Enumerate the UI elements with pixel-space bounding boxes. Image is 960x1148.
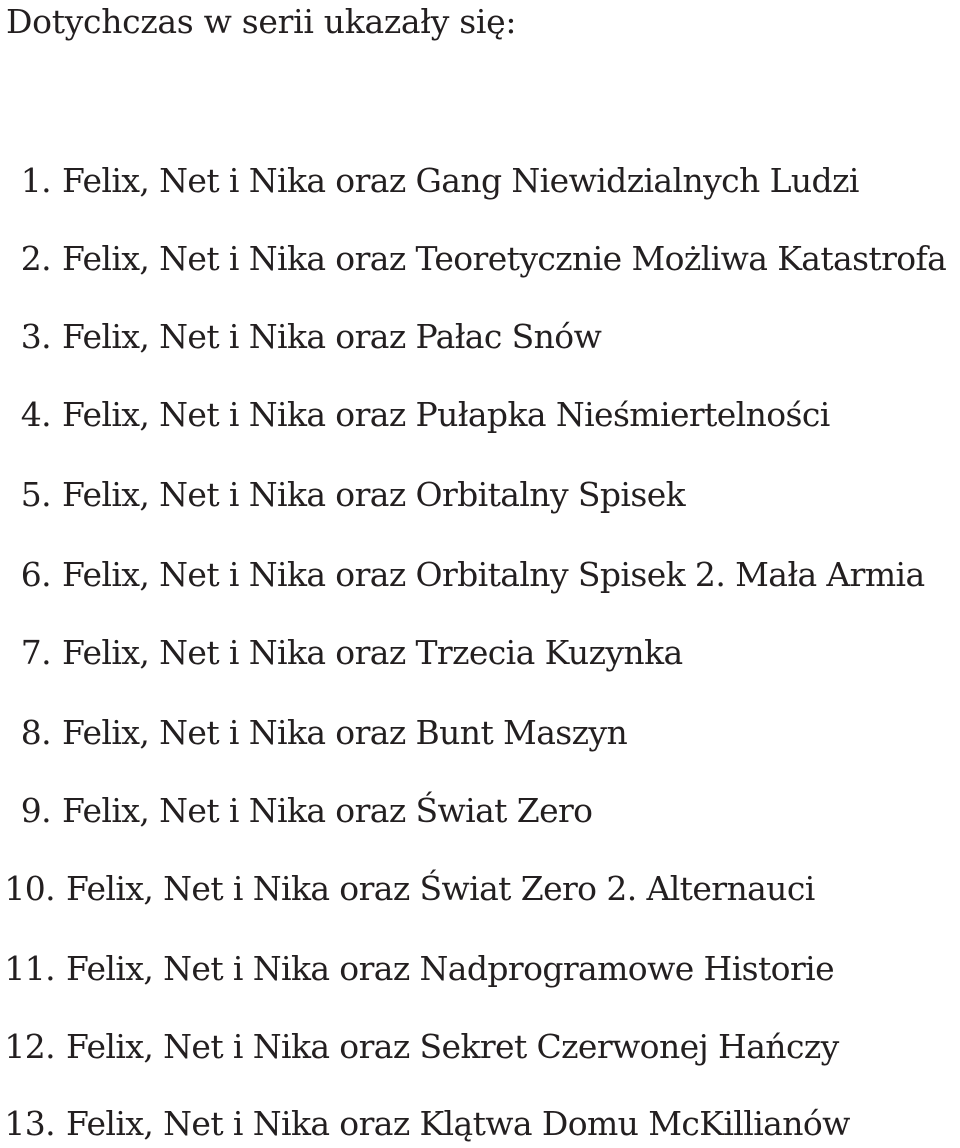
list-item-number: 1. [20, 161, 51, 200]
list-item-title: Felix, Net i Nika oraz Gang Niewidzialnych Ludzi [62, 161, 859, 200]
list-item [0, 709, 627, 757]
list-item [0, 787, 592, 835]
list-item [0, 391, 830, 439]
list-item-number: 5. [20, 475, 51, 514]
list-item-number: 8. [20, 713, 51, 752]
list-item-number: 11. [4, 949, 55, 988]
list-item-title: Felix, Net i Nika oraz Pułapka Nieśmiertelności [62, 395, 830, 434]
list-item-title: Felix, Net i Nika oraz Trzecia Kuzynka [62, 633, 683, 672]
list-item-number: 9. [20, 791, 51, 830]
list-item-title: Felix, Net i Nika oraz Bunt Maszyn [62, 713, 628, 752]
list-item-number: 10. [4, 869, 55, 908]
list-item-title: Felix, Net i Nika oraz Orbitalny Spisek 2. Mała Armia [62, 555, 925, 594]
list-item [0, 945, 834, 993]
list-item [0, 629, 683, 677]
list-item [0, 235, 946, 283]
list-item-number: 2. [20, 239, 51, 278]
list-item [0, 471, 685, 519]
list-item [0, 313, 601, 361]
list-item-title: Felix, Net i Nika oraz Pałac Snów [62, 317, 602, 356]
list-item-title: Felix, Net i Nika oraz Orbitalny Spisek [62, 475, 686, 514]
list-item-title: Felix, Net i Nika oraz Świat Zero [62, 791, 593, 830]
list-item-number: 3. [20, 317, 51, 356]
list-item-number: 7. [20, 633, 51, 672]
list-item [0, 157, 859, 205]
list-item-title: Felix, Net i Nika oraz Sekret Czerwonej Hańczy [66, 1027, 839, 1066]
list-item-title: Felix, Net i Nika oraz Klątwa Domu McKillianów [66, 1104, 850, 1143]
list-item-title: Felix, Net i Nika oraz Nadprogramowe Historie [66, 949, 834, 988]
list-item [0, 865, 815, 913]
series-heading: Dotychczas w serii ukazały się: [6, 2, 517, 41]
list-item-title: Felix, Net i Nika oraz Świat Zero 2. Alternauci [66, 869, 815, 908]
list-item-number: 13. [4, 1104, 55, 1143]
list-item [0, 551, 925, 599]
list-item [0, 1023, 839, 1071]
list-item-number: 12. [4, 1027, 55, 1066]
list-item-number: 6. [20, 555, 51, 594]
list-item [0, 1100, 850, 1148]
list-item-number: 4. [20, 395, 51, 434]
list-item-title: Felix, Net i Nika oraz Teoretycznie Możliwa Katastrofa [62, 239, 947, 278]
